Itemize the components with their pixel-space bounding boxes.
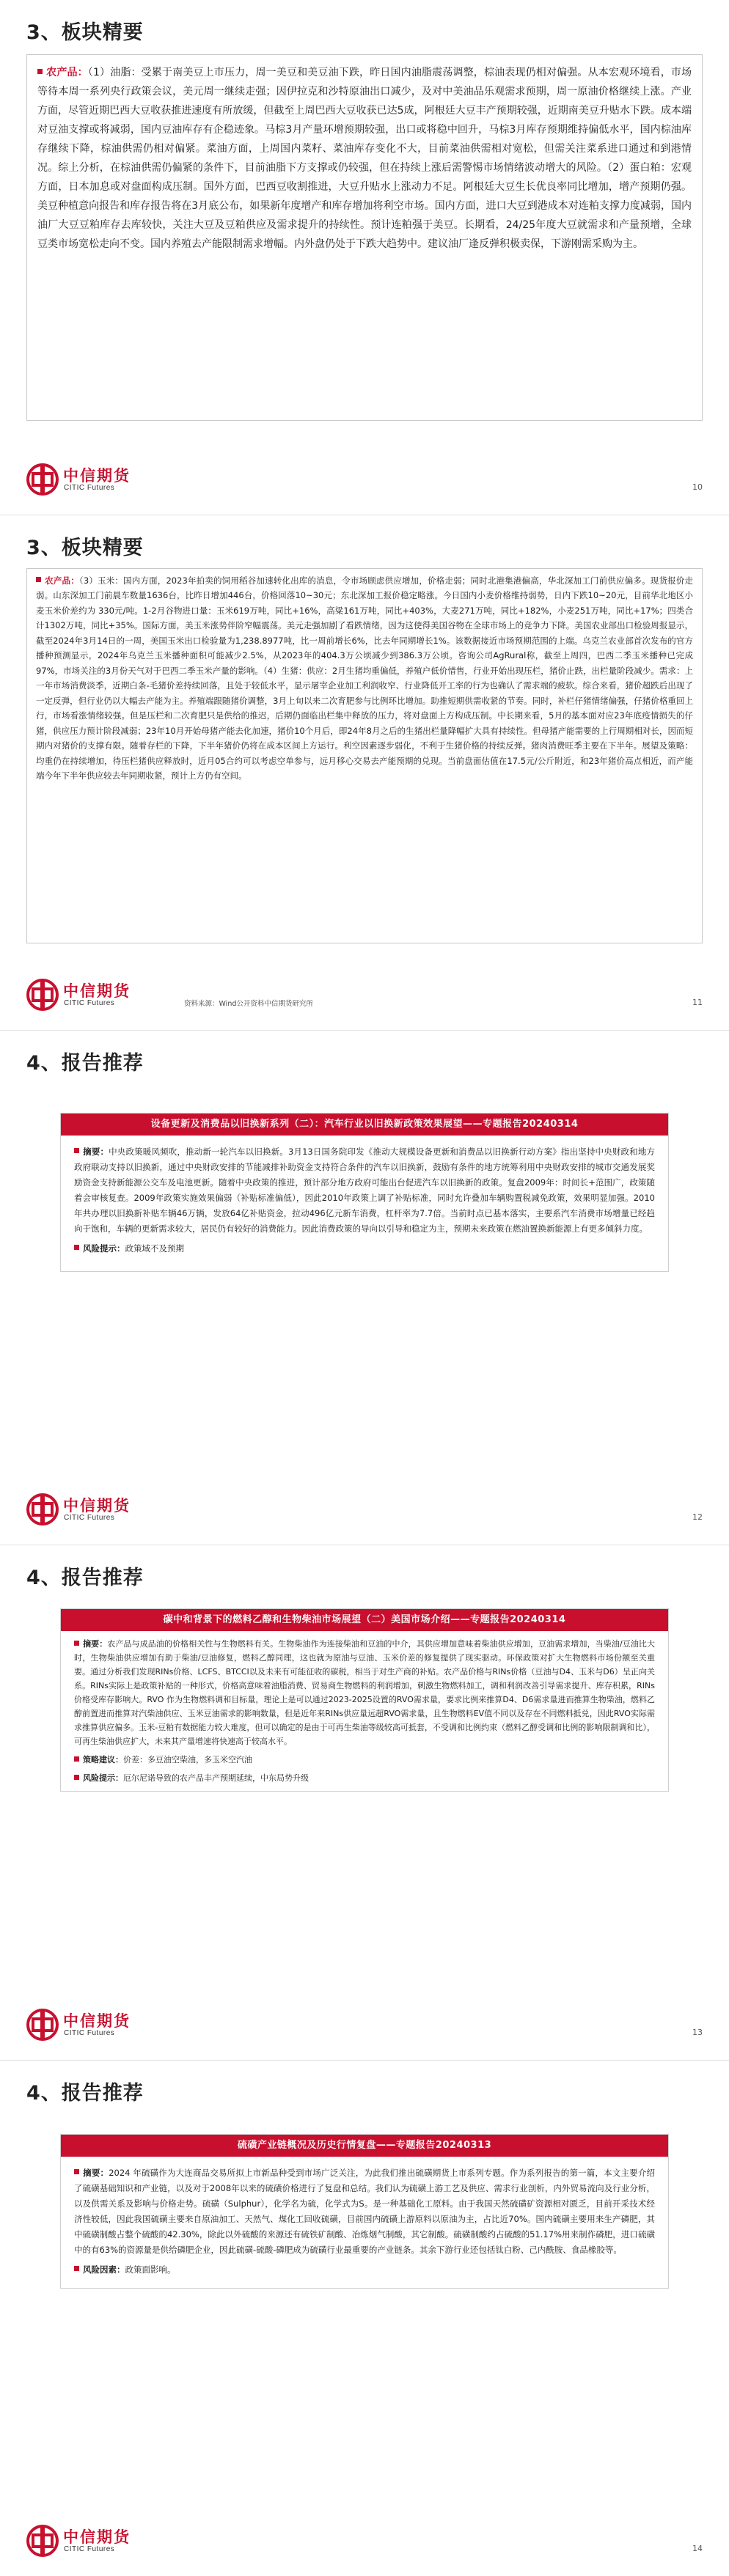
brand-name-cn: 中信期货 bbox=[63, 1496, 131, 1515]
paragraph-text: 中央政策暖风频吹，推动新一轮汽车以旧换新。3月13日国务院印发《推动大规模设备更新和消费品以旧换新行动方案》指出坚持中央财政和地方政府联动支持以旧换新，通过中央财政安排的节能减排补助资金支持符合条件的汽车以旧换新，鼓励有条件的地方统筹利用中央财政安排的城市交通发展奖励资金支持新能源公交车及电池更新。随着中央政策的推进，预计部分地方政府可能出台促进汽车以旧换新的政策。复盘2009年：时间长+范围广，政策随着会审核复查。2009年政策实施效果偏弱（补贴标准偏低），因此2010年政策上调了补贴标准，同时允许叠加车辆购置税减免政策，效果明显加强。2010年共办理以旧换新补贴车辆46万辆，发放64亿补贴资金，拉动496亿元新车消费，杠杆率为7.7倍。当前时点已基本落实，主要系汽车消费市场增量已经趋向于饱和，车辆的更新需求较大，居民仍有较好的消费能力。因此消费政策的导向以引导和稳定为主，预期未来政策在燃油置换新能源上有更多倾斜力度。 bbox=[74, 1146, 656, 1234]
report-body bbox=[61, 1136, 668, 1271]
slide-page-12 bbox=[0, 1031, 729, 1546]
section-title: 3、板块精要 bbox=[26, 21, 144, 44]
report-card bbox=[60, 1113, 669, 1272]
page-number: 12 bbox=[692, 1512, 703, 1523]
section-title: 4、报告推荐 bbox=[26, 1051, 144, 1075]
report-title: 硫磺产业链概况及历史行情复盘——专题报告20240313 bbox=[61, 2135, 668, 2157]
brand-name-en: CITIC Futures bbox=[64, 998, 115, 1007]
bullet-square-icon bbox=[74, 1756, 79, 1762]
citic-logo-icon bbox=[26, 2525, 59, 2557]
report-body bbox=[61, 1631, 668, 1791]
page-footer bbox=[26, 463, 703, 496]
page-number: 14 bbox=[692, 2543, 703, 2553]
section-title: 4、报告推荐 bbox=[26, 2082, 144, 2105]
report-card bbox=[60, 2134, 669, 2289]
bullet-square-icon bbox=[37, 69, 43, 74]
page-number: 11 bbox=[692, 997, 703, 1007]
slide-page-10 bbox=[0, 0, 729, 515]
bullet-square-icon bbox=[74, 1245, 79, 1250]
paragraph-label: 风险提示： bbox=[83, 1243, 125, 1254]
bullet-square-icon bbox=[74, 2169, 79, 2174]
category-lead: 农产品： bbox=[46, 67, 88, 78]
page-footer bbox=[26, 2525, 703, 2557]
paragraph-text: 2024 年硫磺作为大连商品交易所拟上市新品种受到市场广泛关注，为此我们推出硫磺期货上市系列专题。作为系列报告的第一篇，本文主要介绍了硫磺基础知识和产业链，以及对于2008年以来的硫磺价格进行了复盘和总结。我们认为硫磺上游工艺及供应、需求行业剖析，内外贸易流向及行业分析，以及供需关系及影响与价格走势。硫磺（Sulphur），化学名为硫，化学式为S。是一种基础化工原料。由于我国天然硫磺矿资源相对匮乏，目前开采技术经济性较低，因此我国硫磺主要来自原油加工、天然气、煤化工回收硫磺，目前国内硫磺上游原料以原油为主，占比近70%。国内硫磺主要用来生产磷肥，其中硫磺制酸占整个硫酸的42.30%，除此以外硫酸的来源还有硫铁矿制酸、冶炼烟气制酸，其它制酸。硫磺制酸约占硫酸的51.17%用来制作磷肥，进口硫磺中的有63%的资源量是供给磷肥企业，因此硫磺-硫酸-磷肥成为硫磺行业最重要的产业链条。其余下游行业还包括钛白粉、己内酰胺、食品橡胶等。 bbox=[74, 2168, 655, 2256]
brand-name-cn: 中信期货 bbox=[63, 981, 131, 1000]
brand-name-en: CITIC Futures bbox=[64, 2544, 115, 2553]
report-card bbox=[60, 1608, 669, 1792]
report-paragraph bbox=[74, 2165, 655, 2258]
citic-logo-icon bbox=[26, 2009, 59, 2041]
paragraph-label: 策略建议： bbox=[83, 1755, 123, 1765]
report-paragraph bbox=[74, 2262, 655, 2278]
paragraph-label: 风险因素： bbox=[83, 2264, 125, 2275]
report-title: 碳中和背景下的燃料乙醇和生物柴油市场展望（二）美国市场介绍——专题报告20240314 bbox=[61, 1609, 668, 1631]
content-paragraph bbox=[37, 63, 692, 254]
brand-name-cn: 中信期货 bbox=[63, 2012, 131, 2031]
brand-name-cn: 中信期货 bbox=[63, 465, 131, 485]
report-paragraph bbox=[74, 1144, 655, 1237]
content-text: （1）油脂：受累于南美豆上市压力，周一美豆和美豆油下跌，昨日国内油脂震荡调整，棕油表现仍相对偏强。从本宏观环境看，市场等待本周一系列央行政策会议，美元周一继续走强；因伊拉克和沙特原油出口减少，及对中美油品乐观需求预期，周一原油价格继续上涨。产业方面，尽管近期巴西大豆收获推进速度有所放缓，但截至上周巴西大豆收获已达5成，阿根廷大豆丰产预期较强，近期南美豆升贴水下跌。成本端对豆油支撑或将减弱，国内豆油库存有企稳迹象。马棕3月产量环增预期较强，出口或将稳中回升，马棕3月库存预期维持偏低水平，国内棕油库存继续下降，棕油供需仍相对偏紧。菜油方面，上周国内菜籽、菜油库存变化不大，目前菜油供需相对宽松，但需关注菜系进口通过和到港情况。综上分析，在棕油供需仍偏紧的条件下，目前油脂下方支撑或仍较强，但在持续上涨后需警惕市场情绪波动增大的风险。（2）蛋白粕：宏观方面，日本加息或对盘面构成压制。国外方面，巴西豆收割推进，大豆升贴水上涨动力不足。阿根廷大豆生长优良率同比增加，增产预期仍强。美豆种植意向报告和库存报告将在3月底公布，如果新年度增产和库存增加将利空市场。国内方面，进口大豆到港成本对连粕支撑力度减弱，国内油厂大豆豆粕库存去库较快，关注大豆及豆粕供应及需求提升的持续性。预计连粕强于美豆。长期看，24/25年度大豆就需求和产量预增，全球豆类市场宽松走向不变。国内养殖去产能限制需求增幅。内外盘仍处于下跌大趋势中。建议油厂逢反弹积极卖保，下游刚需采购为主。 bbox=[37, 67, 692, 250]
report-paragraph bbox=[74, 1771, 655, 1785]
report-paragraph bbox=[74, 1637, 655, 1748]
paragraph-label: 摘要： bbox=[83, 1639, 108, 1649]
citic-logo-icon bbox=[26, 979, 59, 1011]
content-paragraph bbox=[36, 573, 693, 784]
bullet-square-icon bbox=[74, 1148, 79, 1153]
report-paragraph bbox=[74, 1753, 655, 1767]
page-footer bbox=[26, 1493, 703, 1526]
citic-logo-icon bbox=[26, 463, 59, 496]
citic-logo-icon bbox=[26, 1493, 59, 1526]
paragraph-text: 政策域不及预期 bbox=[125, 1243, 184, 1254]
paragraph-text: 价差：多豆油空柴油，多玉米空汽油 bbox=[123, 1755, 252, 1765]
paragraph-label: 摘要： bbox=[83, 2168, 109, 2179]
paragraph-text: 厄尔尼诺导致的农产品丰产预期延续，中东局势升级 bbox=[123, 1773, 309, 1784]
page-footer bbox=[26, 979, 703, 1011]
section-title: 4、报告推荐 bbox=[26, 1567, 144, 1590]
page-footer bbox=[26, 2009, 703, 2041]
brand-name-cn: 中信期货 bbox=[63, 2527, 131, 2546]
brand-name-en: CITIC Futures bbox=[64, 483, 115, 492]
report-paragraph bbox=[74, 1241, 655, 1256]
page-number: 13 bbox=[692, 2028, 703, 2038]
content-box bbox=[26, 568, 703, 943]
bullet-square-icon bbox=[74, 2266, 79, 2271]
slide-page-13 bbox=[0, 1545, 729, 2061]
brand-name-en: CITIC Futures bbox=[64, 1514, 115, 1523]
section-title: 3、板块精要 bbox=[26, 536, 144, 559]
paragraph-text: 政策面影响。 bbox=[125, 2264, 176, 2275]
page-number: 10 bbox=[692, 482, 703, 492]
category-lead: 农产品： bbox=[45, 575, 79, 586]
paragraph-label: 摘要： bbox=[83, 1146, 109, 1157]
source-note: 资料来源：Wind公开资料中信期货研究所 bbox=[184, 999, 313, 1008]
bullet-square-icon bbox=[36, 577, 41, 582]
content-text: （3）玉米：国内方面，2023年拍卖的饲用稻谷加速转化出库的消息，令市场顾虑供应增加，价格走弱；同时北港集港偏高，华北深加工门前供应偏多。现货报价走弱。山东深加工门前晨车数量1636台，比昨日增加446台，价格回落10~30元；东北深加工报价稳定略涨。今日国内小麦价格维持弱势，日内下跌10~20元，目前华北地区小麦玉米价差约为 330元/吨。1-2月谷物进口量：玉米619万吨，同比+16%，高粱161万吨，同比+403%，大麦271万吨，同比+182%，小麦251万吨，同比+17%；四类合计1302万吨，同比+35%。国际方面，美玉米涨势伴阶窄幅震荡。美元走强加剧了看跌情绪，因为这使得美国谷物在全球市场上的竞争力下降。美国农业部出口检验周报显示，截至2024年3月14日的一周，美国玉米出口检验量为1,238.8977吨，比一周前增长6%，比去年同期增长1%。该数据接近市场预期范围的上端。乌克兰农业部首次发布的官方播种预测显示，2024年乌克兰玉米播种面积可能减少2.5%，从2023年的404.3万公顷减少到386.3万公顷。咨询公司AgRural称，截至上周四，巴西二季玉米播种已完成97%，市场关注的3月份天气对于巴西二季玉米产量的影响。（4）生猪：供应：2月生猪均重偏低，养殖户低价惜售，行业开始出现压栏，猪价止跌，出栏量阶段减少。需求：上一年市场消费淡季，近期白条-毛猪价差持续回落，且处于较低水平，显示屠宰企业加工利润收窄、行业降低开工率的行为也确认了需求端的疲软。综合来看，猪价超跌后出现了一定反弹，但行业仍以大幅去产能为主。养殖端跟随猪价调整，3月上旬以来二次育肥参与比例环比增加。助推短期供需收紧的节奏。同时，补栏仔猪情绪偏强，仔猪价格重回上行，市场看涨情绪较强。但是压栏和二次育肥只是供给的推迟，后期仍面临出栏集中释放的压力，将对盘面上方构成压制。中长期来看，5月的基本面对应23年底疫情损失的仔猪，供应压力预计阶段减弱；23年10月开始母猪产能去化加速，猪价10个月后，即24年8月之后的生猪出栏量降幅扩大具有持续性。但母猪产能需要的上行周期相对长，因而短期内对猪价的支撑有限。随着存栏的下降，下半年猪价仍将在成本区间上方运行。利空因素逐步弱化，不利于生猪价格的持续反弹。猪肉消费旺季主要在下半年。展望及策略：均重仍在持续增加，待压栏猪供应释放时，近月05合约可以考虑空单参与，远月移心交易去产能预期的兑现。当前盘面估值在17.5元/公斤附近，和23年猪价高点相近，而产能端今年下半年供应较去年同期收紧，预计上方仍有空间。 bbox=[36, 575, 694, 781]
paragraph-label: 风险提示： bbox=[83, 1773, 123, 1784]
brand-name-en: CITIC Futures bbox=[64, 2029, 115, 2038]
paragraph-text: 农产品与成品油的价格相关性与生物燃料有关。生物柴油作为连接柴油和豆油的中介，其供应增加意味着柴油供应增加，豆油需求增加，当柴油/豆油比大时，生物柴油供应增加有助于柴油/豆油修复，燃料乙醇同理，这也就为原油与豆油、玉米价差的修复提供了现实驱动。环保政策对扩大生物燃料市场份额至关重要。通过分析我们发现RINs价格、LCFS、BTCCI以及未来有可能征收的碳税，相当于对生产商的补贴。农产品价格与RINs价格（豆油与D4、玉米与D6）呈正向关系。RINs实际上是政策补贴的一种形式，价格高意味着油脂消费、贸易商生物燃料的利润增加，刺激生物燃料加工，调和利润改善引导需求提升、库存积累，RINs价格受库存影响大。RVO 作为生物燃料调和目标量，理论上是可以通过2023-2025设置的RVO需求量，要求比例来推算D4、D6需求量进而推算生物柴油，燃料乙醇前置进而推算对汽柴油供应、玉米豆油需求的影响数量，但是近年来RINs供应量远超RVO需求量，且生物燃料EV值不同以及存在不同燃料抵兑，因此RVO实际需求推算供应偏多。玉米-豆粕有数据能力较大难度，但可以确定的是由于可再生柴油等级较高可抵套，不受调和比例约束（燃料乙醇受调和比例的影响限制调和比），可再生柴油供应扩大，未来其产量增速将快速高于较高水平。 bbox=[74, 1639, 656, 1747]
slide-page-11 bbox=[0, 515, 729, 1031]
bullet-square-icon bbox=[74, 1641, 79, 1646]
content-box bbox=[26, 54, 703, 421]
report-title: 设备更新及消费品以旧换新系列（二）：汽车行业以旧换新政策效果展望——专题报告20240314 bbox=[61, 1114, 668, 1136]
bullet-square-icon bbox=[74, 1775, 79, 1780]
report-body bbox=[61, 2157, 668, 2288]
slide-page-14 bbox=[0, 2061, 729, 2576]
